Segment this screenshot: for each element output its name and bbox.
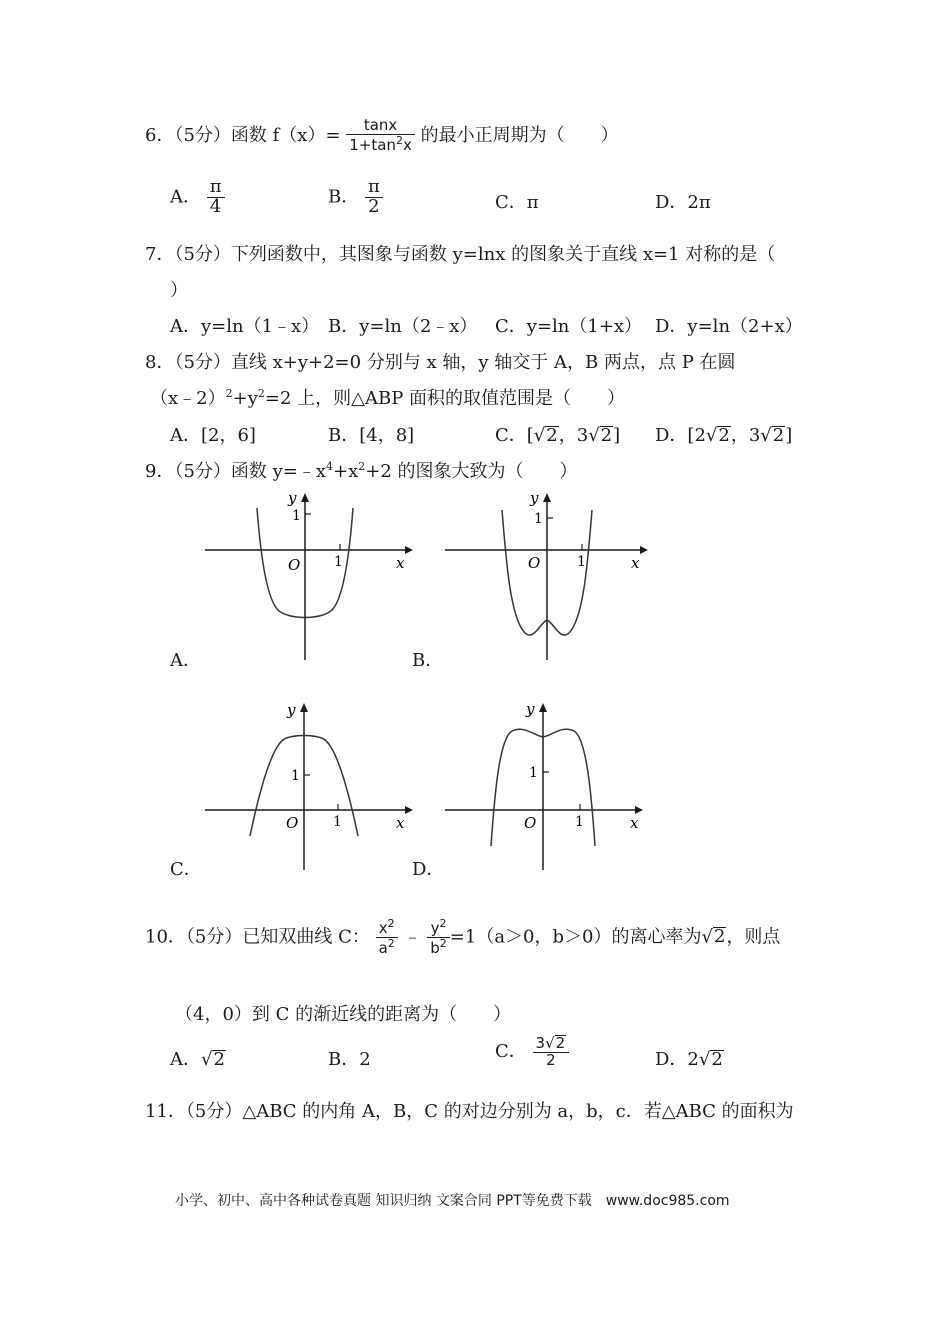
svg-text:x: x [630, 814, 639, 832]
q9-option-c[interactable]: C． [170, 859, 202, 880]
svg-text:y: y [288, 489, 297, 507]
svg-text:1: 1 [534, 511, 543, 527]
q8-option-d[interactable]: D．[2√2，3√2] [655, 425, 793, 446]
q9-option-d[interactable]: D． [412, 859, 445, 880]
q8-option-c[interactable]: C．[√2，3√2] [495, 425, 621, 446]
x-axis-arrow [405, 806, 413, 814]
q7-option-d[interactable]: D．y=ln（2+x） [655, 316, 803, 337]
q10-frac-y: $\frac{y^2}{b^2}$ [427, 918, 450, 957]
q11-stem: 11．（5分）△ABC 的内角 A，B，C 的对边分别为 a，b，c．若△ABC 的面积为 [145, 1101, 794, 1122]
q6-option-a[interactable]: A． $\frac{\pi}{4}$ [170, 178, 225, 217]
q7-stem: 7．（5分）下列函数中，其图象与函数 y=lnx 的图象关于直线 x=1 对称的是（ [145, 244, 776, 265]
q9-stem: 9．（5分）函数 $y=﹣x^4+x^2+2$ 的图象大致为（ ） [145, 460, 578, 482]
svg-text:1: 1 [334, 554, 343, 570]
q6-fraction: $\frac{\tan x}{1+\tan^2x}$ [346, 118, 415, 154]
svg-text:1: 1 [291, 768, 300, 784]
y-axis-arrow [539, 703, 547, 712]
x-axis-arrow [640, 546, 648, 554]
q10-frac-x: $\frac{x^2}{a^2}$ [376, 918, 398, 957]
q7-option-c[interactable]: C．y=ln（1+x） [495, 316, 643, 337]
graph-b [440, 488, 655, 663]
x-axis-arrow [405, 546, 413, 554]
graph-c [200, 698, 415, 873]
svg-text:y: y [526, 700, 535, 718]
q10-stem-line2: （4，0）到 C 的渐近线的距离为（ ） [175, 1004, 512, 1025]
svg-text:y: y [287, 701, 296, 719]
svg-text:x: x [396, 554, 405, 572]
svg-text:O: O [524, 814, 537, 832]
y-axis-arrow [300, 703, 308, 712]
q10-option-d[interactable]: D．2√2 [655, 1049, 723, 1070]
svg-text:O: O [288, 556, 301, 574]
svg-text:1: 1 [577, 554, 586, 570]
svg-text:1: 1 [529, 765, 538, 781]
y-axis-arrow [301, 493, 309, 502]
q8-option-b[interactable]: B．[4，8] [328, 425, 415, 446]
svg-text:1: 1 [575, 814, 584, 830]
page-footer: 小学、初中、高中各种试卷真题 知识归纳 文案合同 PPT等免费下载 www.doc985.com [175, 1193, 730, 1209]
svg-text:O: O [528, 554, 541, 572]
q8-stem-line2: $(x﹣2)^2+y^2=2$ 上，则△ABP 面积的取值范围是（ ） [150, 387, 626, 409]
svg-text:x: x [631, 554, 640, 572]
q6-option-b[interactable]: B． $\frac{\pi}{2}$ [328, 178, 383, 217]
q6-option-d[interactable]: D．2π [655, 192, 711, 213]
q9-option-b[interactable]: B． [412, 650, 444, 671]
y-axis-arrow [543, 493, 551, 502]
svg-text:1: 1 [292, 508, 301, 524]
q7-option-a[interactable]: A．y=ln（1﹣x） [170, 316, 320, 337]
q8-option-a[interactable]: A．[2，6] [170, 425, 256, 446]
q6-stem: 6．（5分）函数 f（x）= $\frac{\tan x}{1+\tan^2x}$ 的最小正周期为（ ） [145, 116, 619, 154]
q7-stem-cont: ） [170, 280, 188, 301]
q10-option-a[interactable]: A．√2 [170, 1049, 225, 1070]
svg-text:O: O [286, 814, 299, 832]
svg-text:x: x [396, 814, 405, 832]
x-axis-arrow [635, 806, 643, 814]
q9-option-a[interactable]: A． [170, 650, 201, 671]
q8-stem: 8．（5分）直线 x+y+2=0 分别与 x 轴，y 轴交于 A，B 两点，点 P 在圆 [145, 352, 736, 373]
q10-option-c[interactable]: C． $\frac{3√2}{2}$ [495, 1035, 569, 1069]
svg-text:y: y [530, 489, 539, 507]
svg-text:1: 1 [333, 814, 342, 830]
q10-option-b[interactable]: B．2 [328, 1049, 371, 1070]
q6-option-c[interactable]: C．π [495, 192, 539, 213]
graph-a [200, 488, 415, 663]
graph-d [440, 698, 655, 873]
q10-stem: 10．（5分）已知双曲线 C： $\frac{x^2}{a^2}$ ﹣ $\frac{y^2}{b^2}$ =1（a＞0，b＞0）的离心率为√2，则点 [145, 917, 781, 957]
q7-option-b[interactable]: B．y=ln（2﹣x） [328, 316, 478, 337]
